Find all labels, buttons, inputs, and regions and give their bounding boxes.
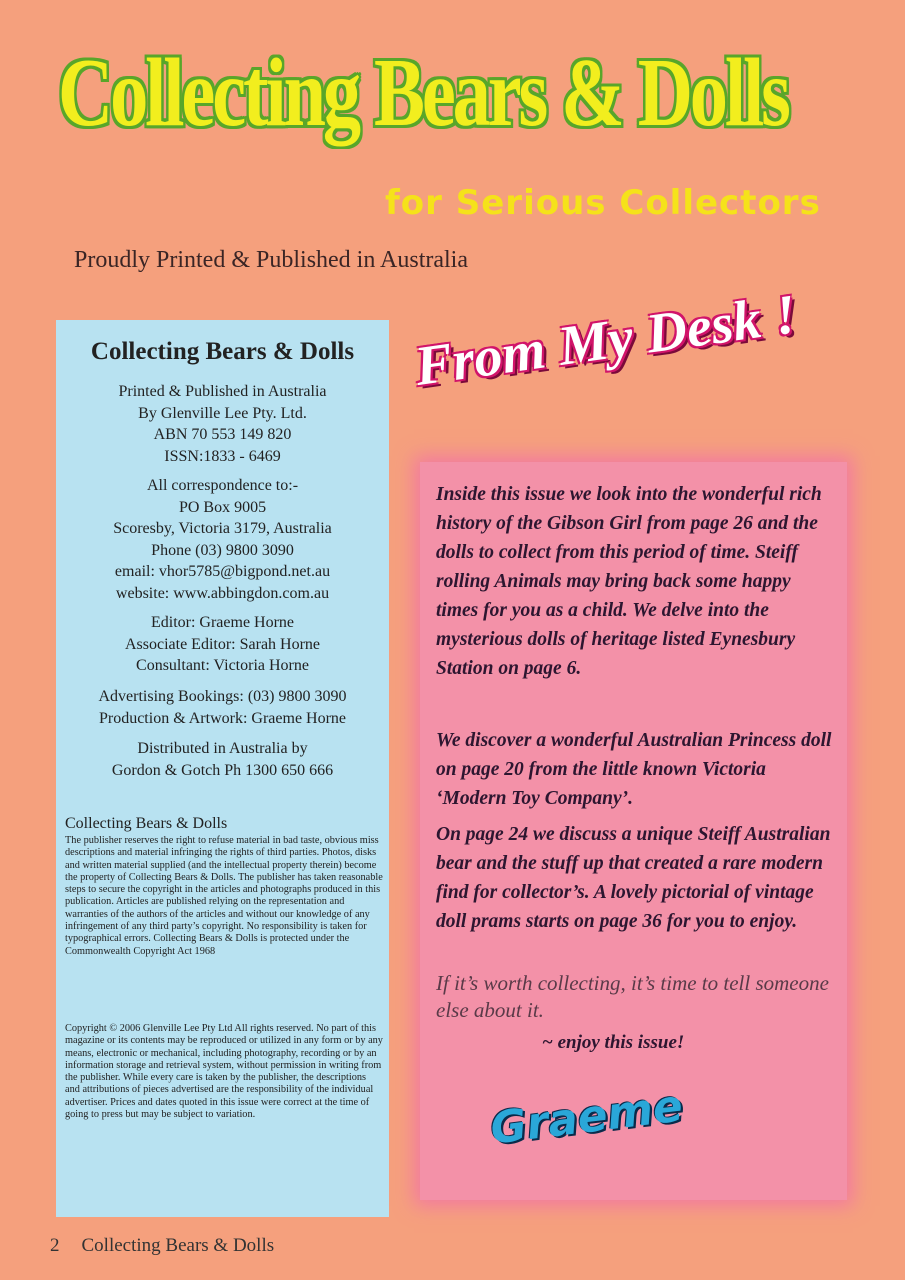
copyright-notice: Copyright © 2006 Glenville Lee Pty Ltd All rights reserved. No part of this magazine or its contents may be reproduced or utilized in any form or by any means, electronic or mechanical, including photography, recording or by an information storage and retrieval system, without permission in writing from the publisher. While every care is taken by the publisher, the descriptions and attributions of pieces advertised are the responsibility of the individual advertiser. Prices and dates quoted in this issue were correct at the time of going to press but may be subject to variation. (65, 1023, 383, 1121)
legal-title: Collecting Bears & Dolls (65, 815, 228, 832)
ads-line: Production & Artwork: Graeme Horne (98, 709, 347, 727)
distribution-line: Gordon & Gotch Ph 1300 650 666 (111, 761, 334, 779)
contact-phone: Phone (03) 9800 3090 (151, 541, 294, 559)
page-number: 2 (50, 1235, 60, 1256)
publisher-info-box (56, 320, 389, 1217)
page-footer (50, 1235, 296, 1257)
editor-details (56, 612, 389, 677)
masthead-tagline: for Serious Collectors (385, 183, 821, 223)
editor-line: Editor: Graeme Horne (150, 614, 295, 631)
enjoy-line: ~ enjoy this issue! (542, 1032, 685, 1053)
contact-line: Scoresby, Victoria 3179, Australia (113, 520, 332, 537)
editorial-quote: If it’s worth collecting, it’s time to tell someone else about it. (436, 971, 829, 1022)
editor-line: Consultant: Victoria Horne (136, 657, 309, 674)
editorial-paragraph: We discover a wonderful Australian Princess doll on page 20 from the little known Victoria ‘Modern Toy Company’. (436, 730, 832, 809)
editorial-paragraph: On page 24 we discuss a unique Steiff Australian bear and the stuff up that created a rare modern find for collector’s. A lovely pictorial of vintage doll prams starts on page 36 for you to enjoy. (436, 824, 831, 932)
publisher-line: By Glenville Lee Pty. Ltd. (138, 404, 307, 422)
from-my-desk-title: From My Desk ! (411, 283, 801, 399)
ads-line: Advertising Bookings: (03) 9800 3090 (98, 688, 347, 705)
distribution-line: Distributed in Australia by (137, 740, 308, 757)
editorial-box (420, 462, 847, 1200)
contact-email: email: vhor5785@bigpond.net.au (114, 563, 331, 580)
editorial-paragraph: Inside this issue we look into the wonderful rich history of the Gibson Girl from page 26 and the dolls to collect from this period of time. Steiff rolling Animals may bring back some happy times for you as a child. We delve into the mysterious dolls of heritage listed Eynesbury Station on page 6. (436, 484, 822, 679)
contact-details (56, 475, 389, 604)
editor-signature: Graeme (487, 1080, 686, 1155)
footer-title: Collecting Bears & Dolls (81, 1235, 275, 1256)
advertising-details (56, 686, 389, 729)
publisher-line: ABN 70 553 149 820 (153, 426, 292, 443)
editor-line: Associate Editor: Sarah Horne (124, 635, 321, 653)
contact-line: PO Box 9005 (178, 498, 267, 516)
distribution-details (56, 738, 389, 781)
proudly-printed-line: Proudly Printed & Published in Australia (74, 247, 468, 273)
legal-notice: The publisher reserves the right to refuse material in bad taste, obvious miss descriptions and material infringing the rights of third parties. Photos, disks and written material supplied (and the intellectual property therein) become the property of Collecting Bears & Dolls. The publisher has taken reasonable steps to secure the copyright in the articles and photographs produced in this publication. Articles are published relying on the representation and warranties of the authors of the articles and without our knowledge of any infringement of any third party’s copyright. No responsibility is taken for typographical errors. Collecting Bears & Dolls is protected under the Commonwealth Copyright Act 1968 (65, 835, 383, 957)
contact-line: All correspondence to:- (146, 477, 299, 494)
publisher-line: Printed & Published in Australia (118, 383, 327, 400)
publisher-details (56, 381, 389, 467)
info-box-title: Collecting Bears & Dolls (90, 338, 355, 365)
masthead-title: Collecting Bears & Dolls (58, 39, 788, 147)
contact-website: website: www.abbingdon.com.au (115, 584, 330, 602)
publisher-line: ISSN:1833 - 6469 (164, 447, 281, 465)
